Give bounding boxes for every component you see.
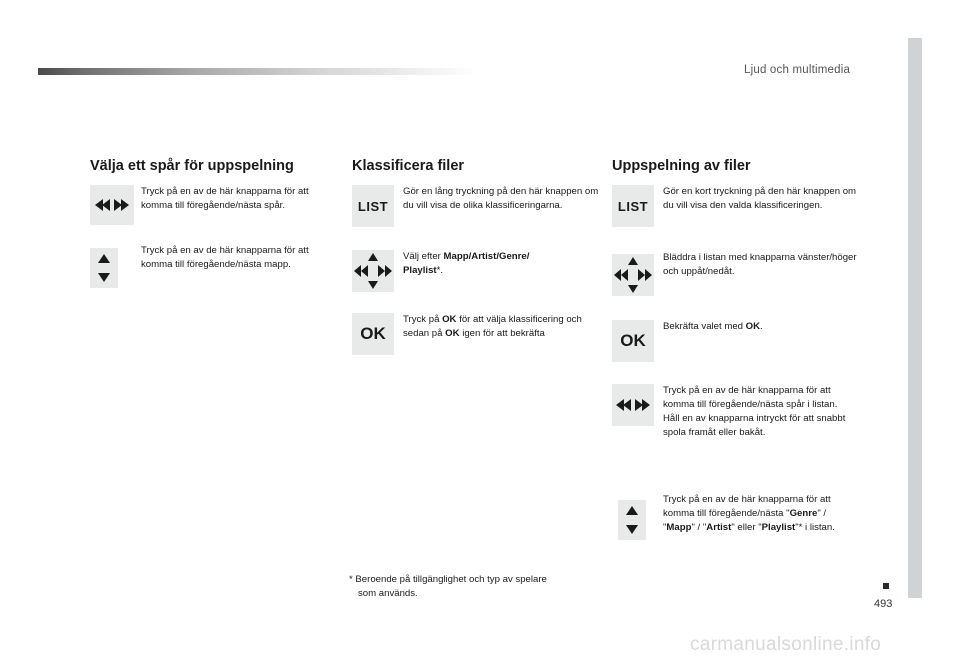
footnote-line: * Beroende på tillgänglighet och typ av spelare [349,574,547,585]
instruction-text: Bekräfta valet med OK. [663,321,763,332]
column-title: Uppspelning av filer [612,158,751,174]
list-button-label: LIST [617,198,649,214]
list-button-label: LIST [357,198,389,214]
instruction-text: Bläddra i listan med knapparna vänster/höger och uppåt/nedåt. [663,252,857,277]
footnote-line: som används. [358,588,418,599]
instruction-text: Tryck på en av de här knapparna för att komma till föregående/nästa "Genre" / "Mapp" / "Artist" eller "Playlist"* i listan. [663,494,835,533]
footnote [349,573,599,601]
instruction-text: Gör en lång tryckning på den här knappen om du vill visa de olika klassificeringarna. [403,186,599,211]
up-down-icon [90,248,118,288]
instruction-text: Tryck på OK för att välja klassificering och sedan på OK igen för att bekräfta [403,314,582,339]
ok-button-label: OK [360,324,386,343]
instruction-text: Tryck på en av de här knapparna för att komma till föregående/nästa mapp. [141,245,309,270]
column-title: Välja ett spår för uppspelning [90,158,294,174]
four-way-icon [352,250,394,292]
ok-button [612,320,654,362]
up-down-icon [618,500,646,540]
page-number: 493 [874,598,893,610]
page-marker [883,583,889,589]
skip-left-right-icon [612,384,654,426]
instruction-text: Tryck på en av de här knapparna för att komma till föregående/nästa spår. [141,186,309,211]
list-button [352,185,394,227]
column-title: Klassificera filer [352,158,465,174]
ok-button [352,313,394,355]
instruction-text: Välj efter Mapp/Artist/Genre/ Playlist*. [403,251,530,276]
watermark: carmanualsonline.info [690,634,882,655]
page-side-tab [908,38,922,598]
instruction-text: Gör en kort tryckning på den här knappen om du vill visa den valda klassificeringen. [663,186,857,211]
ok-button-label: OK [620,331,646,350]
section-header-title: Ljud och multimedia [744,64,851,76]
instruction-text: Tryck på en av de här knapparna för att komma till föregående/nästa spår i listan. Håll en av knapparna intryckt för att snabbt spola framåt eller bakåt. [663,385,846,438]
four-way-icon [612,254,654,296]
header-gradient-bar [38,68,478,75]
list-button [612,185,654,227]
skip-left-right-icon [90,185,134,225]
